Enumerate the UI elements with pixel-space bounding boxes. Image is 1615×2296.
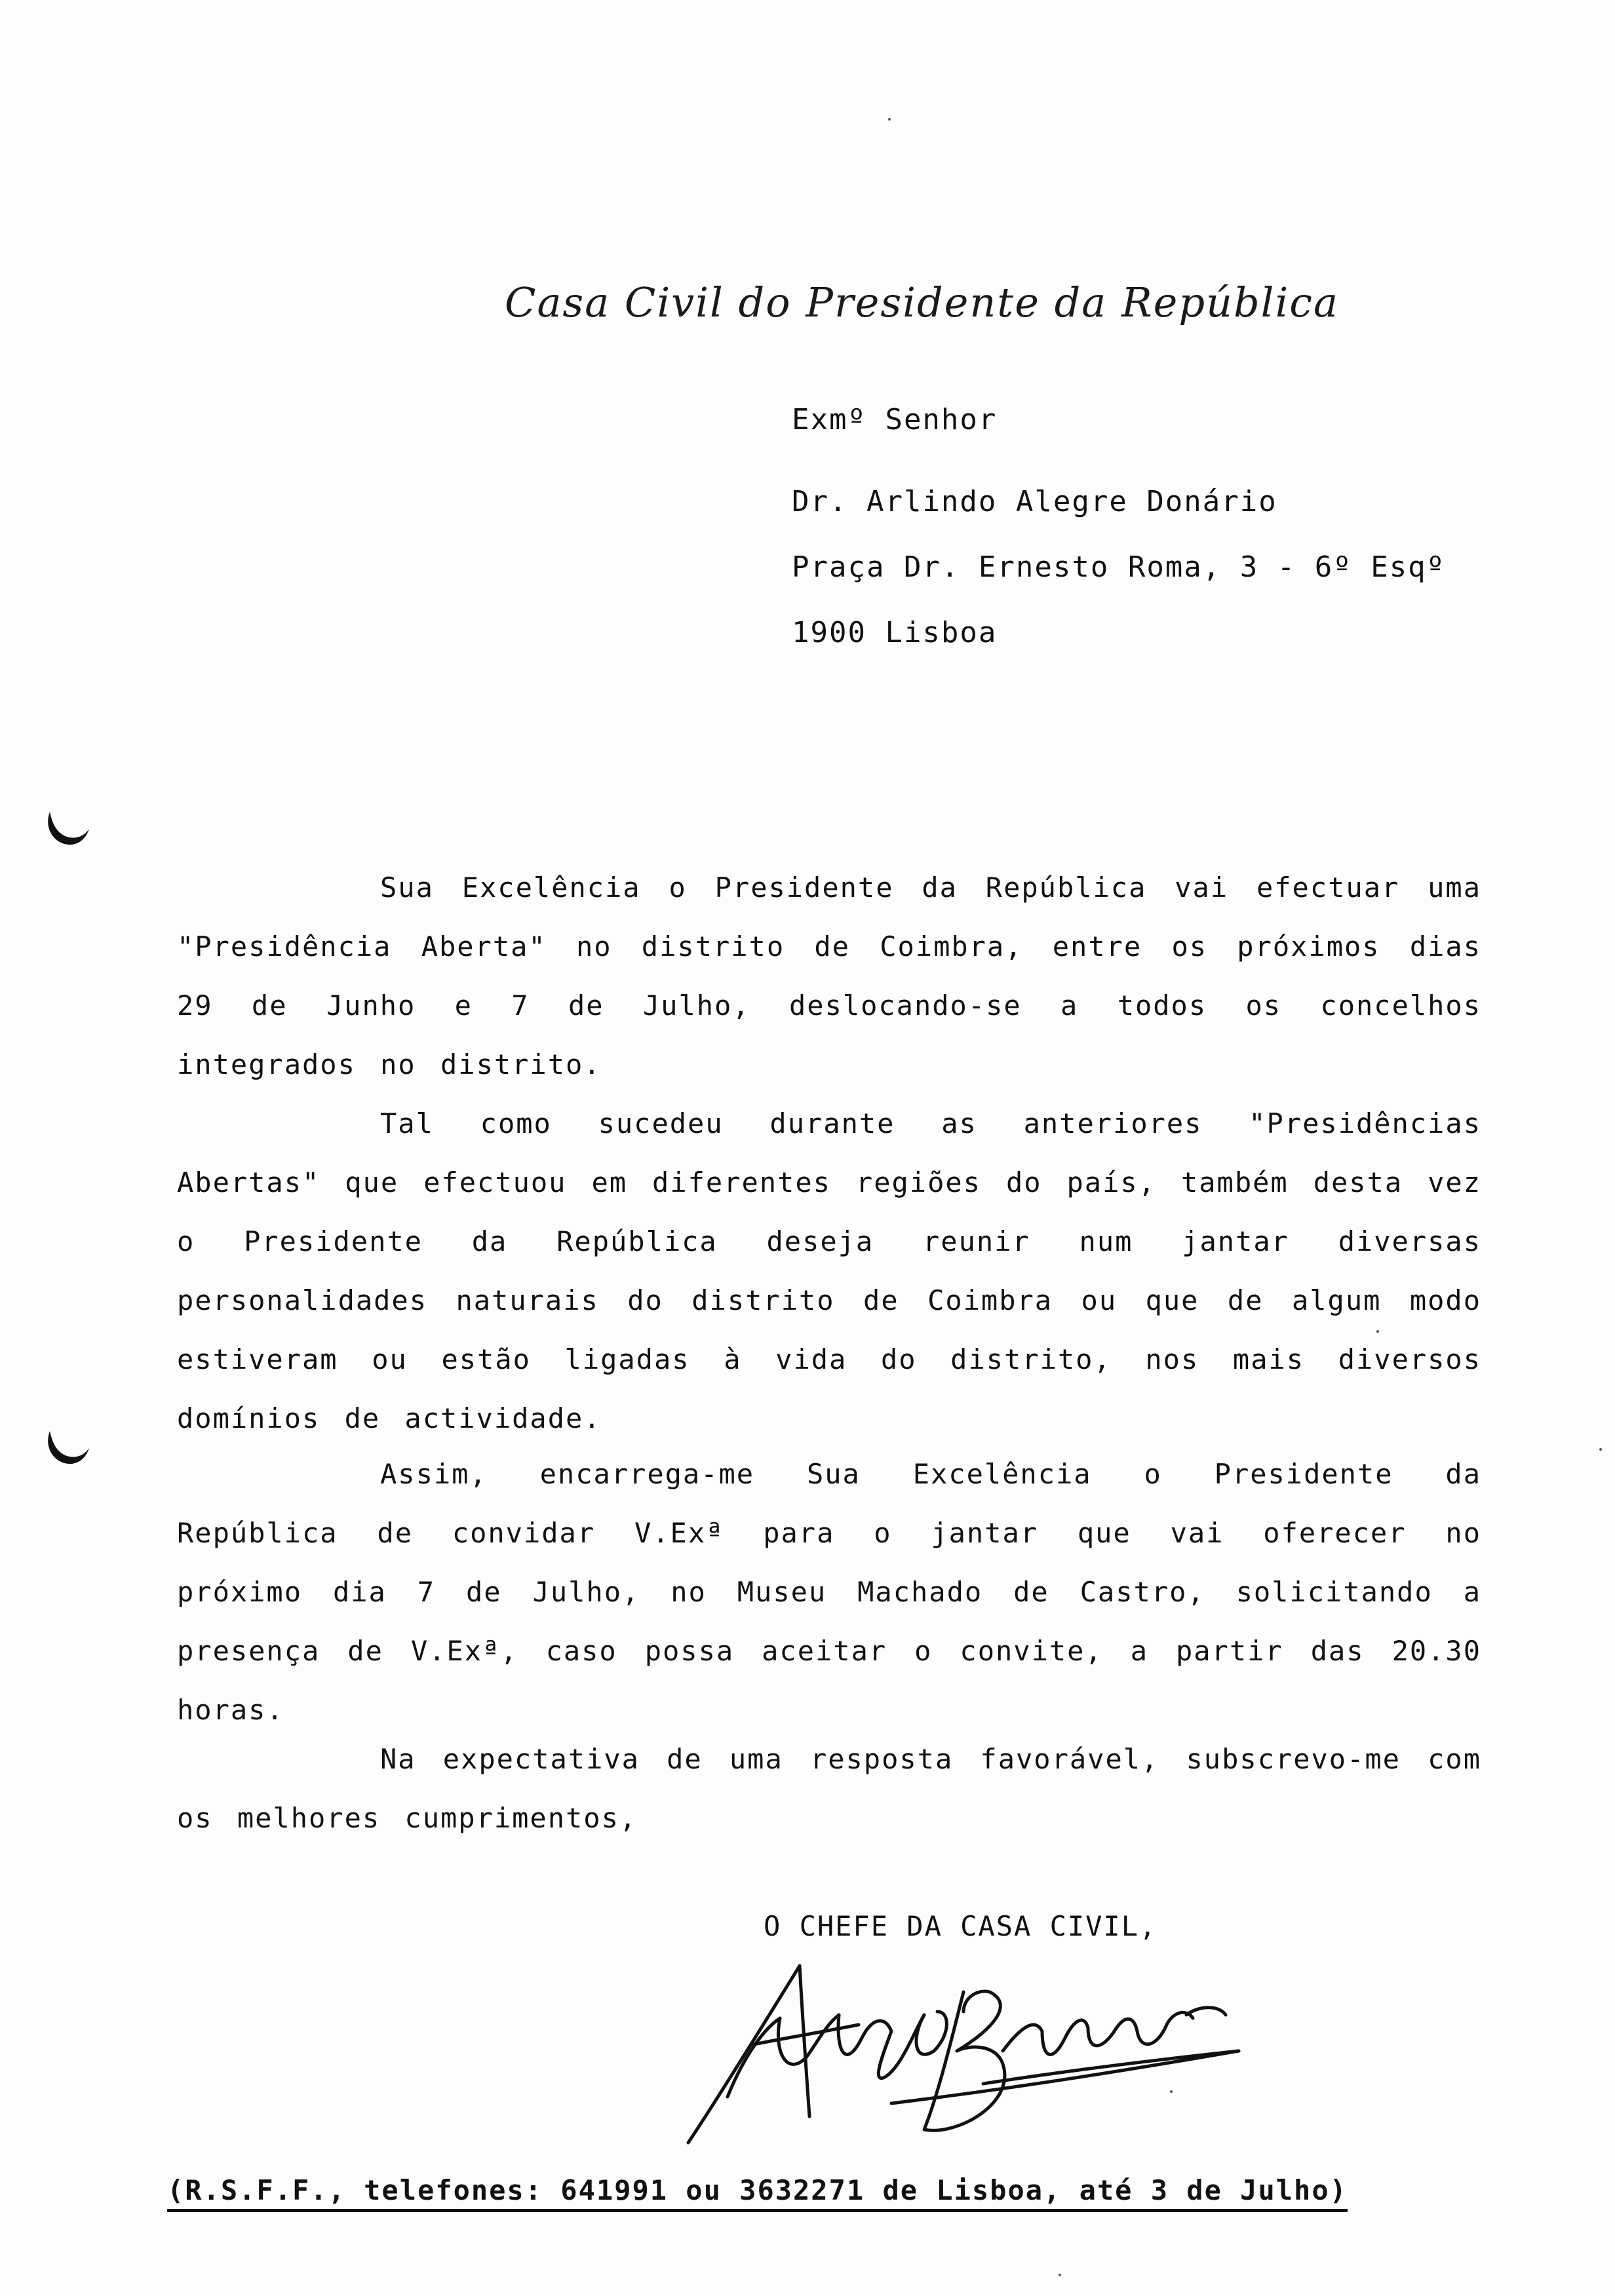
paper-speck [1599, 1448, 1602, 1451]
recipient-city: 1900 Lisboa [792, 616, 998, 649]
body-paragraph [177, 858, 1481, 1094]
paper-speck [1170, 2090, 1173, 2093]
body-paragraph-text: Na expectativa de uma resposta favorável, subscrevo-me com os melhores cumprimentos, [177, 1743, 1481, 1834]
body-paragraph [177, 1445, 1481, 1740]
paper-speck [1376, 1330, 1379, 1333]
handwritten-signature [675, 1953, 1252, 2149]
punch-hole-mark-icon [41, 1422, 93, 1474]
letterhead-title: Casa Civil do Presidente da República [505, 278, 1339, 326]
body-paragraph [177, 1094, 1481, 1448]
footer-rsvp-note: (R.S.F.F., telefones: 641991 ou 3632271 de Lisboa, até 3 de Julho) [167, 2174, 1348, 2212]
closing-title: O CHEFE DA CASA CIVIL, [764, 1910, 1158, 1942]
paper-speck [1059, 2274, 1061, 2276]
body-paragraph-text: Tal como sucedeu durante as anteriores "Presidências Abertas" que efectuou em diferentes regiões do país, também desta vez o Presidente da República deseja reunir num jantar diversas personalidades naturais do distrito de Coimbra ou que de algum modo estiveram ou estão ligadas à vida do distrito, nos mais diversos domínios de actividade. [177, 1107, 1481, 1434]
body-paragraph [177, 1730, 1481, 1848]
recipient-name: Dr. Arlindo Alegre Donário [792, 485, 1277, 518]
body-paragraph-text: Sua Excelência o Presidente da República vai efectuar uma "Presidência Aberta" no distrito de Coimbra, entre os próximos dias 29 de Junho e 7 de Julho, deslocando-se a todos os concelhos integrados no distrito. [177, 871, 1481, 1081]
punch-hole-mark-icon [41, 803, 93, 855]
recipient-street: Praça Dr. Ernesto Roma, 3 - 6º Esqº [792, 550, 1446, 584]
recipient-salutation: Exmº Senhor [792, 403, 998, 436]
paper-speck [888, 118, 891, 121]
body-paragraph-text: Assim, encarrega-me Sua Excelência o Presidente da República de convidar V.Exª para o jantar que vai oferecer no próximo dia 7 de Julho, no Museu Machado de Castro, solicitando a presença de V.Exª, caso possa aceitar o convite, a partir das 20.30 horas. [177, 1458, 1481, 1726]
